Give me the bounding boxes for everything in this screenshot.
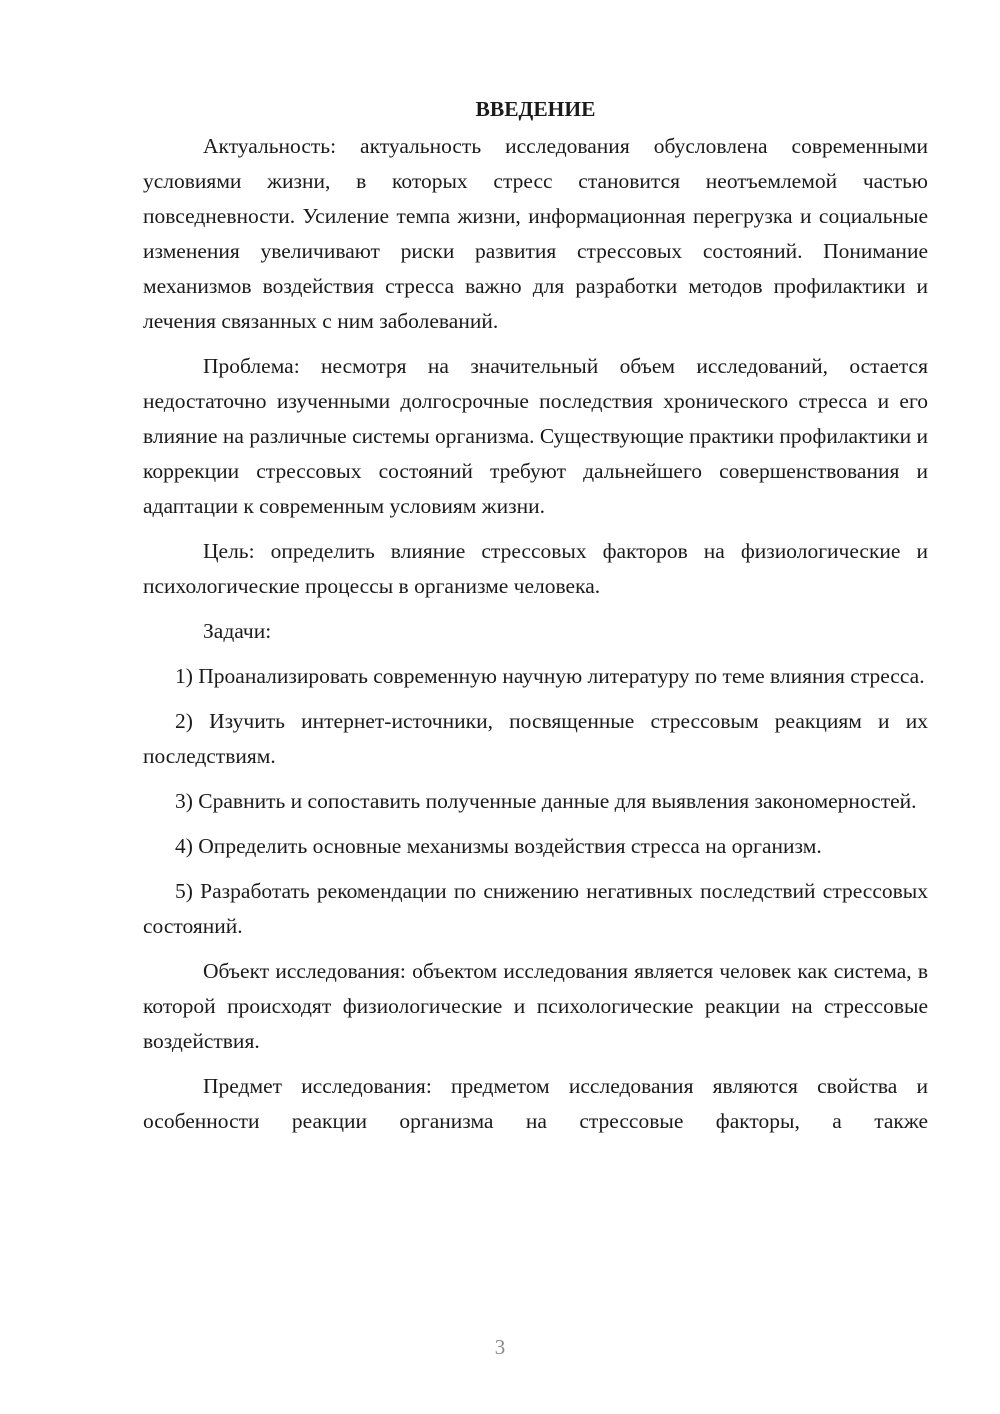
problem-paragraph: Проблема: несмотря на значительный объем исследований, остается недостаточно изученными долгосрочные последствия хронического стресса и его влияние на различные системы организма. Существующие практики профилактики и коррекции стрессовых состояний требуют дальнейшего совершенствования и адаптации к современным условиям жизни.	[143, 354, 928, 518]
subject-paragraph: Предмет исследования: предметом исследования являются свойства и особенности реакции организма на стрессовые факторы, а также	[143, 1074, 928, 1133]
relevance-paragraph: Актуальность: актуальность исследования обусловлена современными условиями жизни, в которых стресс становится неотъемлемой частью повседневности. Усиление темпа жизни, информационная перегрузка и социальные изменения увеличивают риски развития стрессовых состояний. Понимание механизмов воздействия стресса важно для разработки методов профилактики и лечения связанных с ним заболеваний.	[143, 134, 928, 333]
page-number: 3	[494, 1335, 506, 1359]
object-paragraph: Объект исследования: объектом исследования является человек как система, в которой происходят физиологические и психологические реакции на стрессовые воздействия.	[143, 959, 928, 1053]
task-item-2: 2) Изучить интернет-источники, посвященные стрессовым реакциям и их последствиям.	[143, 709, 928, 768]
task-item-5: 5) Разработать рекомендации по снижению негативных последствий стрессовых состояний.	[143, 879, 928, 938]
task-item-3: 3) Сравнить и сопоставить полученные данные для выявления закономерностей.	[175, 789, 917, 813]
goal-paragraph: Цель: определить влияние стрессовых факторов на физиологические и психологические процессы в организме человека.	[143, 539, 928, 598]
page-body	[143, 92, 928, 1139]
task-item-1: 1) Проанализировать современную научную литературу по теме влияния стресса.	[175, 664, 925, 688]
tasks-heading: Задачи:	[203, 619, 272, 643]
page-title: ВВЕДЕНИЕ	[475, 97, 596, 121]
task-item-4: 4) Определить основные механизмы воздействия стресса на организм.	[175, 834, 822, 858]
